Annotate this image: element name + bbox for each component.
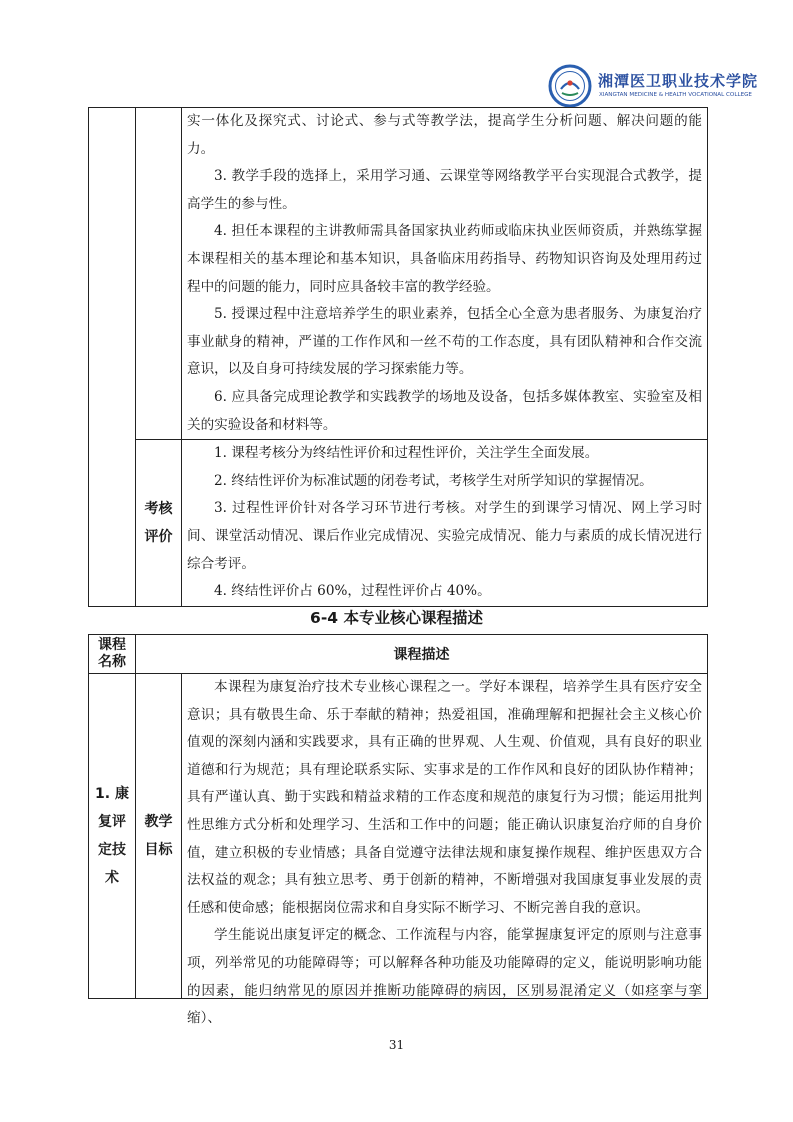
teaching-requirements-row (89, 108, 708, 440)
assessment-row (89, 440, 708, 607)
row-label-cell (136, 108, 182, 440)
paragraph: 2. 终结性评价为标准试题的闭卷考试，考核学生对所学知识的掌握情况。 (214, 472, 653, 489)
table-header-row (89, 635, 708, 674)
header-course-name: 课程 名称 (89, 635, 136, 674)
paragraph: 实一体化及探究式、讨论式、参与式等教学法，提高学生分析问题、解决问题的能力。 (187, 113, 702, 157)
college-emblem-icon (548, 64, 592, 108)
paragraph: 4. 担任本课程的主讲教师需具备国家执业药师或临床执业医师资质，并熟练掌握本课程相关的基本理论和基本知识，具备临床用药指导、药物知识咨询及处理用药过程中的问题的能力，同时应具备较丰富的教学经验。 (187, 223, 702, 295)
assessment-label: 考核 评价 (136, 440, 182, 607)
paragraph: 本课程为康复治疗技术专业核心课程之一。学好本课程，培养学生具有医疗安全意识；具有敬畏生命、乐于奉献的精神；热爱祖国，准确理解和把握社会主义核心价值观的深刻内涵和实践要求，具有正确的世界观、人生观、价值观，具有良好的职业道德和行为规范；具有理论联系实际、实事求是的工作作风和良好的团队协作精神；具有严谨认真、勤于实践和精益求精的工作态度和规范的康复行为习惯；能运用批判性思维方式分析和处理学习、生活和工作中的问题；能正确认识康复治疗师的自身价值，建立积极的专业情感；具备自觉遵守法律法规和康复操作规程、维护医患双方合法权益的观念；具有独立思考、勇于创新的精神，不断增强对我国康复事业发展的责任感和使命感；能根据岗位需求和自身实际不断学习、不断完善自我的意识。 (187, 679, 702, 916)
objective-content-cell (182, 674, 708, 1027)
page-number: 31 (388, 1038, 405, 1052)
table-row (89, 674, 708, 999)
assessment-content-cell (182, 440, 708, 607)
college-name-cn: 湘潭医卫职业技术学院 (598, 72, 759, 90)
course-name-cell (89, 108, 136, 607)
course-name-cell: 1. 康 复评 定技 术 (89, 674, 136, 999)
objective-label: 教学 目标 (136, 674, 182, 999)
paragraph: 4. 终结性评价占 60%，过程性评价占 40%。 (214, 583, 491, 600)
paragraph: 3. 过程性评价针对各学习环节进行考核。对学生的到课学习情况、网上学习时间、课堂活动情况、课后作业完成情况、实验完成情况、能力与素质的成长情况进行综合考评。 (187, 500, 702, 572)
paragraph: 6. 应具备完成理论教学和实践教学的场地及设备，包括多媒体教室、实验室及相关的实验设备和材料等。 (187, 388, 702, 433)
paragraph: 1. 课程考核分为终结性评价和过程性评价，关注学生全面发展。 (214, 445, 599, 462)
core-course-table (88, 634, 708, 1027)
teaching-requirements-cell (182, 108, 708, 440)
header-course-description: 课程描述 (136, 635, 708, 674)
paragraph: 3. 教学手段的选择上，采用学习通、云课堂等网络教学平台实现混合式教学，提高学生的参与性。 (187, 168, 702, 212)
paragraph: 5. 授课过程中注意培养学生的职业素养，包括全心全意为患者服务、为康复治疗事业献身的精神，严谨的工作作风和一丝不苟的工作态度，具有团队精神和合作交流意识，以及自身可持续发展的学习探索能力等。 (187, 306, 702, 378)
course-implementation-table (88, 107, 708, 607)
section-title: 6-4 本专业核心课程描述 (310, 609, 483, 627)
college-name-en: XIANGTAN MEDICINE & HEALTH VOCATIONAL COLLEGE (599, 92, 752, 98)
paragraph: 学生能说出康复评定的概念、工作流程与内容，能掌握康复评定的原则与注意事项，列举常见的功能障碍等；可以解释各种功能及功能障碍的定义，能说明影响功能的因素，能归纳常见的原因并推断功能障碍的病因，区别易混淆定义（如痉挛与挛缩）、 (187, 927, 702, 1027)
